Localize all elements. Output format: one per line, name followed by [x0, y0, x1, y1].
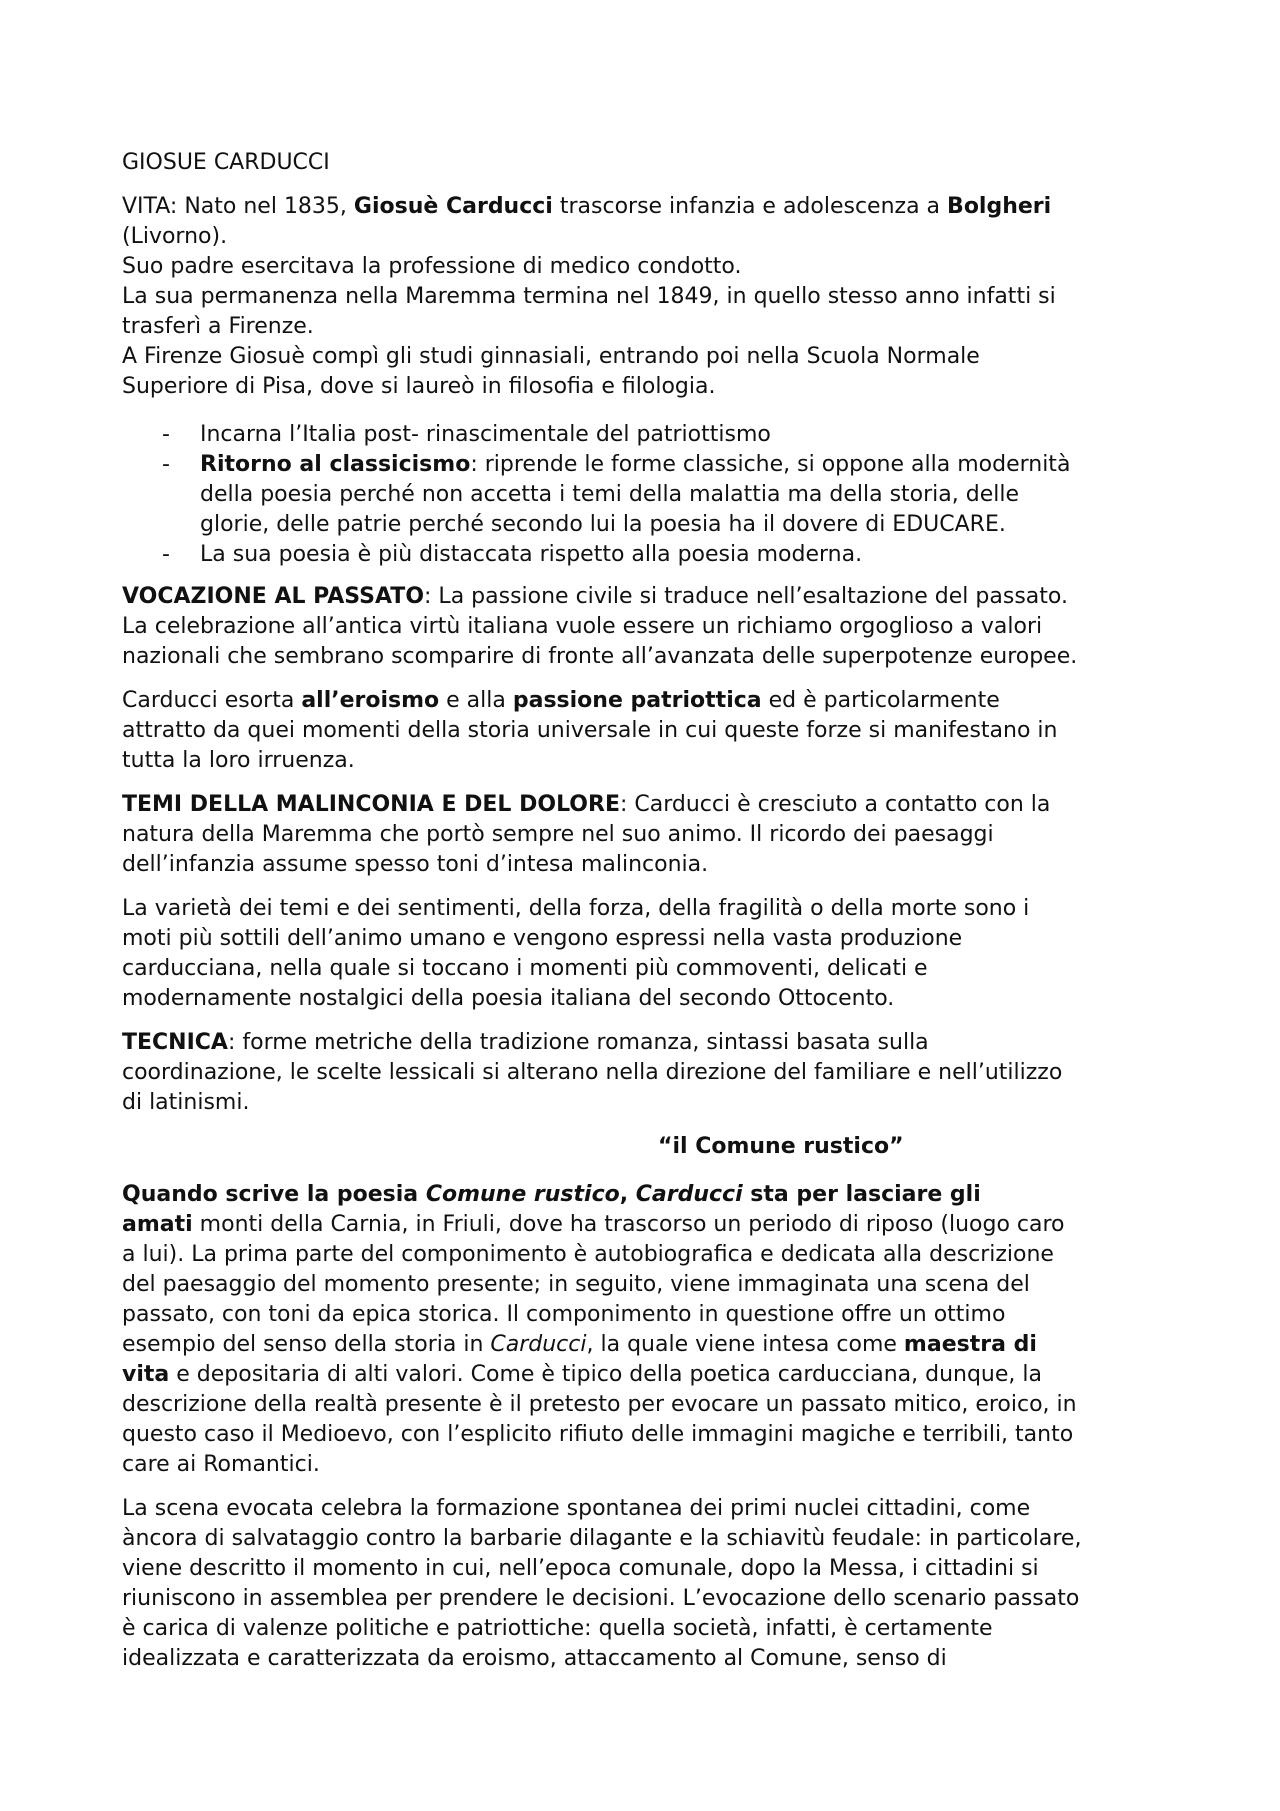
document-title: GIOSUE CARDUCCI — [122, 150, 330, 175]
document-page — [122, 148, 1172, 1688]
paragraph-comune: Quando scrive la poesia Comune rustico, Carducci sta per lasciare gli amati monti della Carnia, in Friuli, dove ha trascorso un periodo di riposo (luogo caro a lui). La prima parte del componimento è autobiografica e dedicata alla descrizione del paesaggio del momento presente; in seguito, viene immaginata una scena del passato, con toni da epica storica. Il componimento in questione offre un ottimo esempio del senso della storia in Carducci, la quale viene intesa come maestra di vita e depositaria di alti valori. Come è tipico della poetica carducciana, dunque, la descrizione della realtà presente è il pretesto per evocare un passato mitico, eroico, in questo caso il Medioevo, con l’esplicito rifiuto delle immagini magiche e terribili, tanto care ai Romantici. — [122, 1182, 1077, 1477]
paragraph-scena: La scena evocata celebra la formazione spontanea dei primi nuclei cittadini, come àncora di salvataggio contro la barbarie dilagante e la schiavitù feudale: in particolare, viene descritto il momento in cui, nell’epoca comunale, dopo la Messa, i cittadini si riuniscono in assemblea per prendere le decisioni. L’evocazione dello scenario passato è carica di valenze politiche e patriottiche: quella società, infatti, è certamente idealizzata e caratterizzata da eroismo, attaccamento al Comune, senso di — [122, 1496, 1082, 1671]
paragraph-vita: VITA: Nato nel 1835, Giosuè Carducci trascorse infanzia e adolescenza a Bolgheri (Livorno). Suo padre esercitava la professione di medico condotto. La sua permanenza nella Maremma termina nel 1849, in quello stesso anno infatti si trasferì a Firenze. A Firenze Giosuè compì gli studi ginnasiali, entrando poi nella Scuola Normale Superiore di Pisa, dove si laureò in filosofia e filologia. — [122, 194, 1056, 399]
section-title: “il Comune rustico” — [658, 1134, 904, 1159]
paragraph-temi: TEMI DELLA MALINCONIA E DEL DOLORE: Carducci è cresciuto a contatto con la natura della Maremma che portò sempre nel suo animo. Il ricordo dei paesaggi dell’infanzia assume spesso toni d’intesa malinconia. — [122, 792, 1051, 877]
paragraph-tecnica: TECNICA: forme metriche della tradizione romanza, sintassi basata sulla coordinazione, le scelte lessicali si alterano nella direzione del familiare e nell’utilizzo di latinismi. — [122, 1030, 1063, 1115]
paragraph-varieta: La varietà dei temi e dei sentimenti, della forza, della fragilità o della morte sono i moti più sottili dell’animo umano e vengono espressi nella vasta produzione carducciana, nella quale si toccano i momenti più commoventi, delicati e modernamente nostalgici della poesia italiana del secondo Ottocento. — [122, 896, 1030, 1011]
paragraph-vocazione: VOCAZIONE AL PASSATO: La passione civile si traduce nell’esaltazione del passato. La celebrazione all’antica virtù italiana vuole essere un richiamo orgoglioso a valori nazionali che sembrano scomparire di fronte all’avanzata delle superpotenze europee. — [122, 584, 1078, 669]
list-item: - La sua poesia è più distaccata rispetto alla poesia moderna. — [162, 542, 863, 567]
bullet-list — [122, 420, 1172, 570]
list-item: - Incarna l’Italia post- rinascimentale del patriottismo — [162, 422, 771, 447]
paragraph-eroismo: Carducci esorta all’eroismo e alla passione patriottica ed è particolarmente attratto da quei momenti della storia universale in cui queste forze si manifestano in tutta la loro irruenza. — [122, 688, 1058, 773]
list-item: - Ritorno al classicismo: riprende le forme classiche, si oppone alla modernità della poesia perché non accetta i temi della malattia ma della storia, delle glorie, delle patrie perché secondo lui la poesia ha il dovere di EDUCARE. — [162, 452, 1071, 537]
